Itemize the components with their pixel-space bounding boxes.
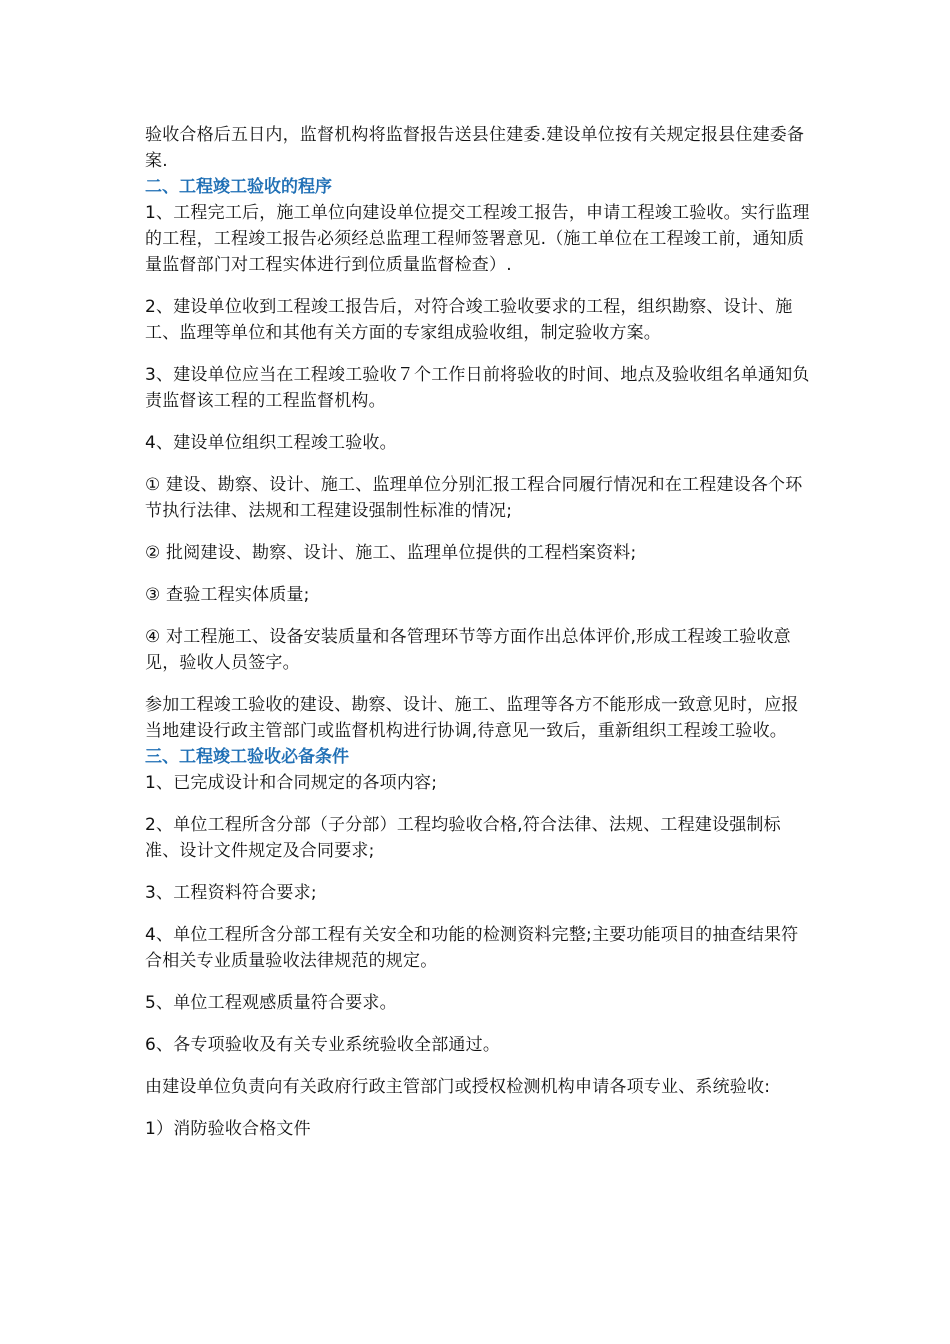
paragraph-step-2: 2、建设单位收到工程竣工报告后，对符合竣工验收要求的工程，组织勘察、设计、施工、监理等单位和其他有关方面的专家组成验收组，制定验收方案。 — [145, 297, 793, 343]
paragraph-item-2: ② 批阅建设、勘察、设计、施工、监理单位提供的工程档案资料; — [145, 543, 637, 563]
paragraph-special-acceptance: 由建设单位负责向有关政府行政主管部门或授权检测机构申请各项专业、系统验收: — [145, 1077, 771, 1097]
paragraph-condition-4: 4、单位工程所含分部工程有关安全和功能的检测资料完整;主要功能项目的抽查结果符合相关专业质量验收法律规范的规定。 — [145, 925, 799, 971]
paragraph-condition-5: 5、单位工程观感质量符合要求。 — [145, 993, 397, 1013]
paragraph-condition-6: 6、各专项验收及有关专业系统验收全部通过。 — [145, 1035, 501, 1055]
paragraph-step-1: 1、工程完工后，施工单位向建设单位提交工程竣工报告，申请工程竣工验收。实行监理的工程，工程竣工报告必须经总监理工程师签署意见.（施工单位在工程竣工前，通知质量监督部门对工程实体进行到位质量监督检查）. — [145, 203, 810, 275]
paragraph-dispute: 参加工程竣工验收的建设、勘察、设计、施工、监理等各方不能形成一致意见时，应报当地建设行政主管部门或监督机构进行协调,待意见一致后，重新组织工程竣工验收。 — [145, 695, 799, 741]
section-heading-conditions: 三、工程竣工验收必备条件 — [145, 747, 349, 767]
paragraph-step-4: 4、建设单位组织工程竣工验收。 — [145, 433, 397, 453]
paragraph-condition-2: 2、单位工程所含分部（子分部）工程均验收合格,符合法律、法规、工程建设强制标准、设计文件规定及合同要求; — [145, 815, 781, 861]
document-body — [145, 122, 810, 1142]
paragraph-fire-acceptance: 1）消防验收合格文件 — [145, 1119, 311, 1139]
paragraph-step-3: 3、建设单位应当在工程竣工验收７个工作日前将验收的时间、地点及验收组名单通知负责监督该工程的工程监督机构。 — [145, 365, 810, 411]
paragraph-item-4: ④ 对工程施工、设备安装质量和各管理环节等方面作出总体评价,形成工程竣工验收意见，验收人员签字。 — [145, 627, 791, 673]
paragraph-intro: 验收合格后五日内，监督机构将监督报告送县住建委.建设单位按有关规定报县住建委备案. — [145, 125, 805, 171]
section-heading-procedure: 二、工程竣工验收的程序 — [145, 177, 332, 197]
paragraph-condition-3: 3、工程资料符合要求; — [145, 883, 317, 903]
paragraph-item-1: ① 建设、勘察、设计、施工、监理单位分别汇报工程合同履行情况和在工程建设各个环节执行法律、法规和工程建设强制性标准的情况; — [145, 475, 803, 521]
paragraph-item-3: ③ 查验工程实体质量; — [145, 585, 310, 605]
paragraph-condition-1: 1、已完成设计和合同规定的各项内容; — [145, 773, 438, 793]
